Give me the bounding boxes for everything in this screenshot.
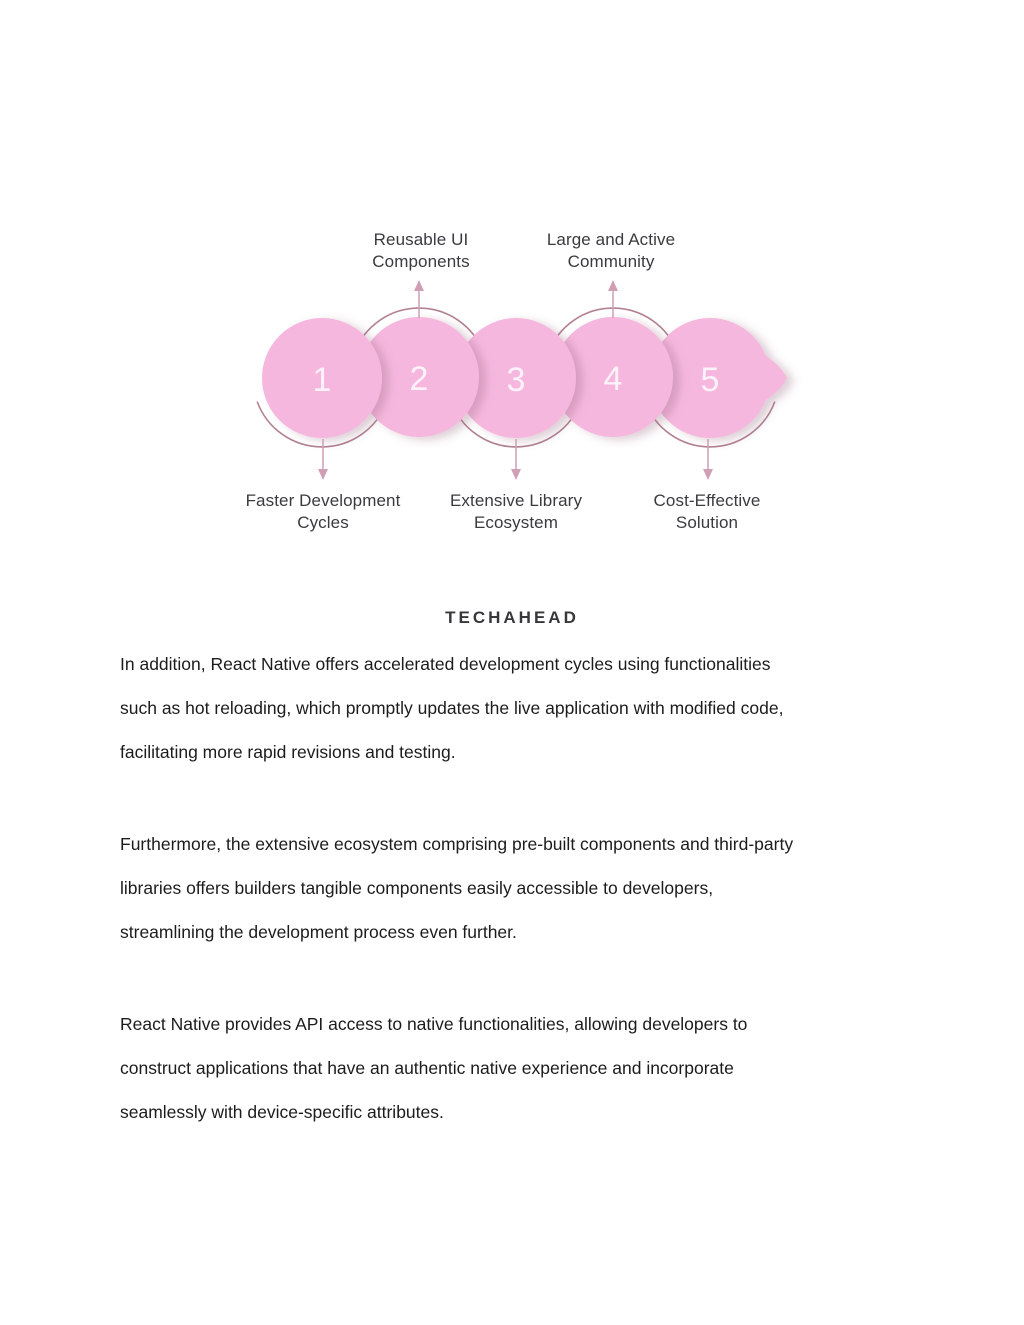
text-line: Furthermore, the extensive ecosystem comprising pre-built components and third-party bbox=[120, 834, 794, 854]
step-number-2: 2 bbox=[409, 360, 429, 398]
text-line: facilitating more rapid revisions and testing. bbox=[120, 742, 456, 762]
text-line: libraries offers builders tangible components easily accessible to developers, bbox=[120, 878, 714, 898]
techahead-logo: TECHAHEAD bbox=[445, 608, 579, 627]
down-arrow-head-step1 bbox=[318, 469, 328, 480]
down-arrow-head-step5 bbox=[703, 469, 713, 480]
down-arrow-head-step3 bbox=[511, 469, 521, 480]
react-native-benefits-diagram bbox=[0, 0, 1024, 560]
text-line: In addition, React Native offers accelerated development cycles using functionalities bbox=[120, 654, 771, 674]
text-line: React Native provides API access to native functionalities, allowing developers to bbox=[120, 1014, 748, 1034]
text-line: seamlessly with device-specific attributes. bbox=[120, 1102, 444, 1122]
text-line: streamlining the development process even further. bbox=[120, 922, 517, 942]
step-label-cost-effective-solution: Cost-Effective Solution bbox=[653, 491, 761, 532]
step-label-reusable-ui-components: Reusable UI Components bbox=[372, 230, 470, 271]
text-line: construct applications that have an authentic native experience and incorporate bbox=[120, 1058, 734, 1078]
step-number-3: 3 bbox=[506, 361, 526, 399]
document-body bbox=[120, 642, 940, 1182]
up-arrow-head-step2 bbox=[414, 280, 424, 291]
step-number-5: 5 bbox=[700, 361, 720, 399]
step-number-4: 4 bbox=[603, 360, 623, 398]
paragraph-api-access bbox=[120, 1002, 940, 1134]
up-arrow-head-step4 bbox=[608, 280, 618, 291]
step-number-1: 1 bbox=[312, 361, 332, 399]
step-label-extensive-library-ecosystem: Extensive Library Ecosystem bbox=[449, 491, 583, 532]
paragraph-development-cycles bbox=[120, 642, 940, 774]
text-line: such as hot reloading, which promptly updates the live application with modified code, bbox=[120, 698, 784, 718]
paragraph-extensive-ecosystem bbox=[120, 822, 940, 954]
step-label-large-and-active-community: Large and Active Community bbox=[546, 230, 676, 271]
step-label-faster-development-cycles: Faster Development Cycles bbox=[245, 491, 401, 532]
